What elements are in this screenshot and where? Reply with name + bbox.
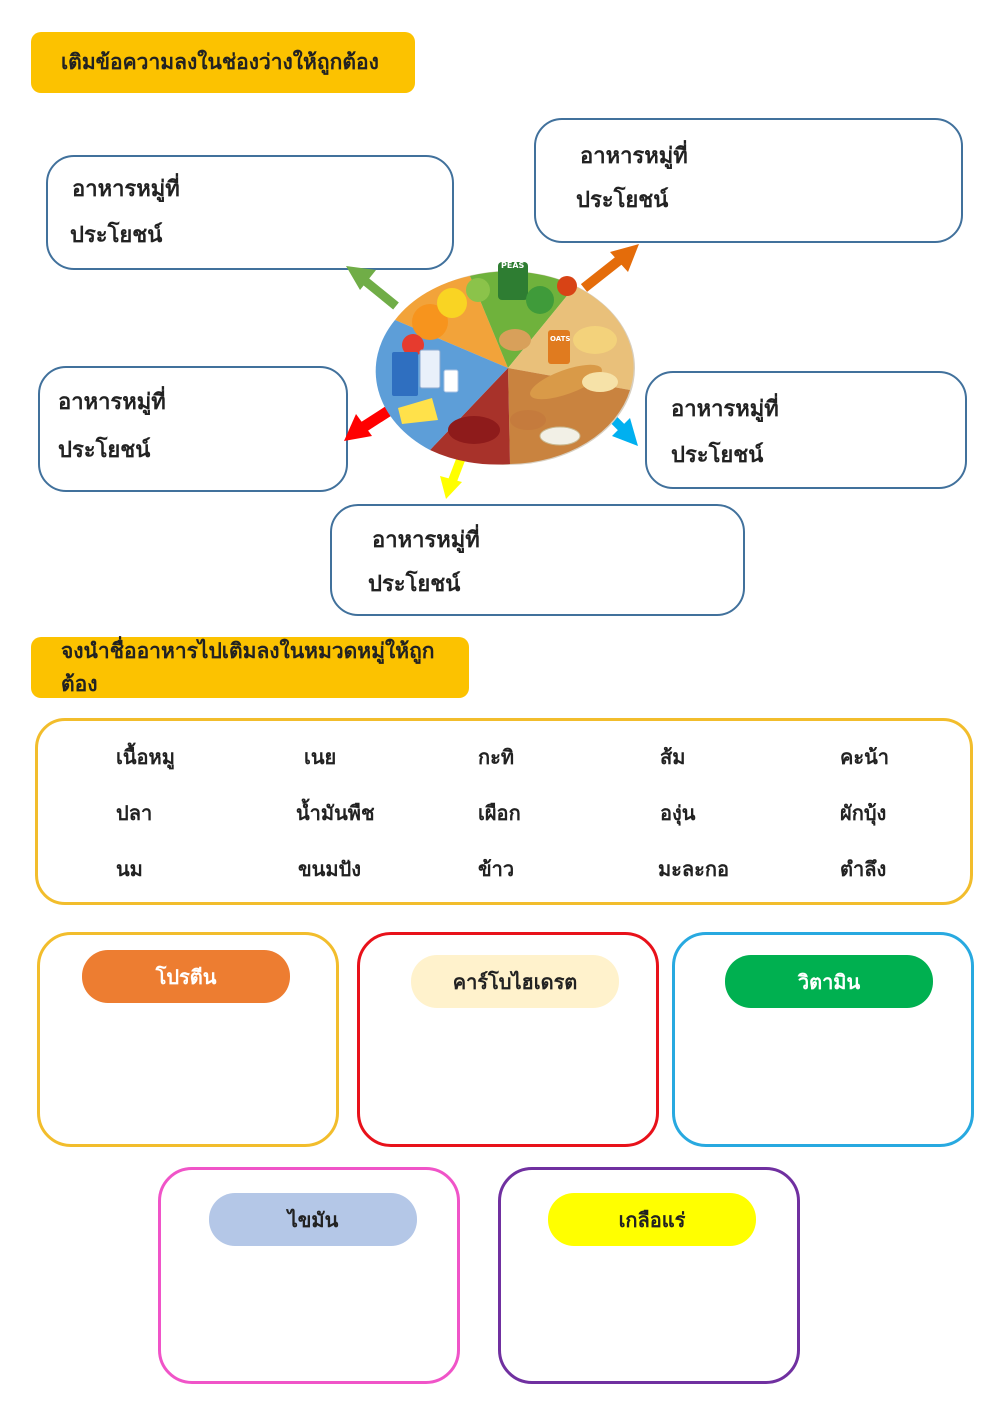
category-pill-fat [209, 1193, 417, 1246]
food-group-label: อาหารหมู่ที่ [58, 390, 166, 415]
word-item[interactable]: กะทิ [478, 745, 515, 769]
benefit-label: ประโยชน์ [576, 188, 669, 213]
category-pill-protein [82, 950, 290, 1003]
food-group-label: อาหารหมู่ที่ [372, 528, 480, 553]
oats-box-label: OATS [550, 335, 571, 343]
word-item[interactable]: เนย [304, 745, 337, 769]
category-label: คาร์โบไฮเดรต [452, 969, 578, 994]
section1-title: เติมข้อความลงในช่องว่างให้ถูกต้อง [61, 50, 379, 74]
category-box-vitamin[interactable] [672, 932, 974, 1147]
word-item[interactable]: คะน้า [840, 745, 890, 769]
category-box-fat[interactable] [158, 1167, 460, 1384]
peas-can-label: PEAS [501, 261, 525, 270]
word-item[interactable]: เผือก [478, 801, 521, 825]
arrow-red-icon [344, 410, 390, 441]
word-item[interactable]: ตำลึง [840, 857, 887, 881]
word-item[interactable]: ส้ม [660, 745, 686, 769]
category-pill-carbohydrate [411, 955, 619, 1008]
category-label: เกลือแร่ [618, 1207, 686, 1232]
word-item[interactable]: นม [116, 857, 143, 881]
arrow-green-icon [346, 266, 396, 306]
arrow-yellow-icon [440, 456, 462, 499]
food-groups-illustration [0, 0, 1000, 640]
word-item[interactable]: ปลา [116, 801, 153, 825]
arrow-orange-icon [584, 244, 639, 288]
section2-title-banner [31, 637, 469, 698]
word-item[interactable]: มะละกอ [658, 857, 730, 881]
section2-title: จงนำชื่ออาหารไปเติมลงในหมวดหมู่ให้ถูกต้อง [61, 638, 435, 696]
word-item[interactable]: ข้าว [478, 857, 515, 881]
word-item[interactable]: ขนมปัง [298, 857, 361, 881]
word-item[interactable]: ผักบุ้ง [840, 801, 887, 825]
benefit-label: ประโยชน์ [58, 438, 151, 463]
category-label: ไขมัน [287, 1207, 339, 1232]
food-group-label: อาหารหมู่ที่ [671, 397, 779, 422]
category-label: วิตามิน [797, 969, 861, 994]
category-box-protein[interactable] [37, 932, 339, 1147]
benefit-label: ประโยชน์ [671, 443, 764, 468]
word-item[interactable]: น้ำมันพืช [296, 801, 375, 825]
word-bank [35, 718, 973, 905]
category-box-carbohydrate[interactable] [357, 932, 659, 1147]
category-label: โปรตีน [155, 964, 217, 989]
word-item[interactable]: องุ่น [660, 801, 696, 825]
benefit-label: ประโยชน์ [70, 223, 163, 248]
food-group-label: อาหารหมู่ที่ [580, 144, 688, 169]
category-pill-vitamin [725, 955, 933, 1008]
word-item[interactable]: เนื้อหมู [116, 745, 175, 769]
food-group-label: อาหารหมู่ที่ [72, 177, 180, 202]
category-pill-mineral [548, 1193, 756, 1246]
benefit-label: ประโยชน์ [368, 572, 461, 597]
category-box-mineral[interactable] [498, 1167, 800, 1384]
